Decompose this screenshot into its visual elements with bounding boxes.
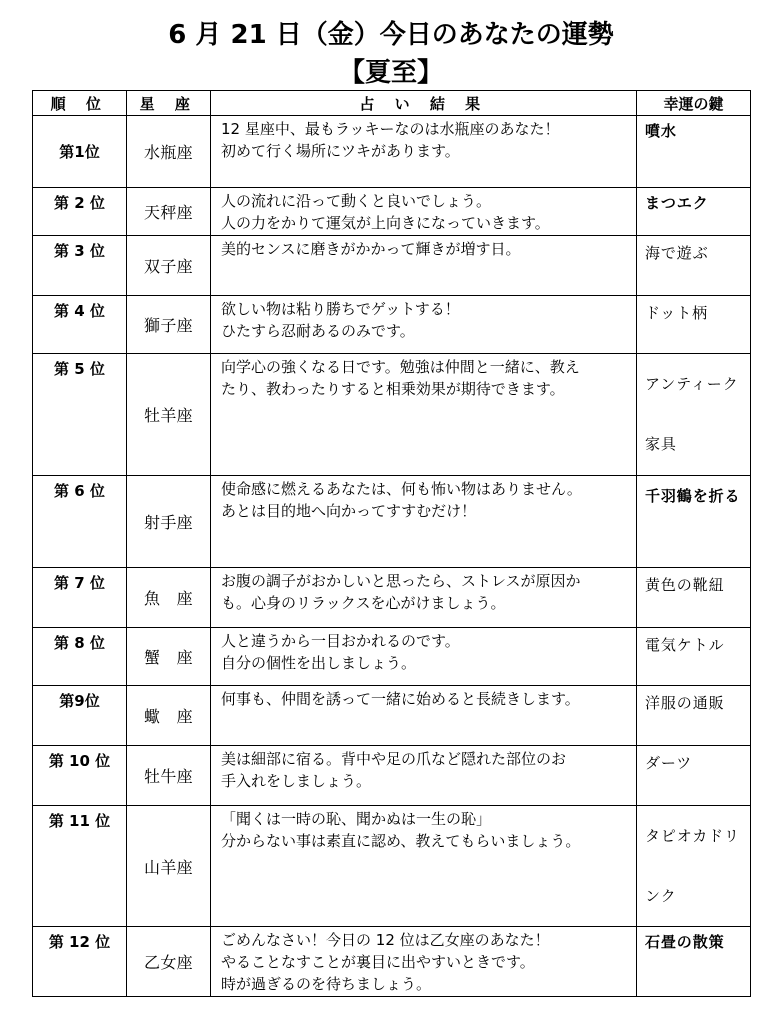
result-cell (211, 354, 637, 476)
column-header-result: 占 い 結 果 (211, 91, 637, 116)
result-line: 使命感に燃えるあなたは、何も怖い物はありません。 (221, 480, 582, 498)
result-line: 欲しい物は粘り勝ちでゲットする！ (221, 300, 460, 318)
result-line: 人の力をかりて運気が上向きになっていきます。 (221, 214, 550, 232)
rank-cell: 第 7 位 (33, 568, 127, 628)
sign-cell: 双子座 (127, 236, 211, 296)
lucky-key-cell: アンティーク家具 (637, 354, 751, 476)
sign-cell: 蠍 座 (127, 686, 211, 746)
result-line: 初めて行く場所にツキがあります。 (221, 142, 460, 160)
result-line: たり、教わったりすると相乗効果が期待できます。 (221, 380, 565, 398)
table-row (33, 116, 751, 188)
rank-cell: 第 6 位 (33, 476, 127, 568)
rank-cell: 第1位 (33, 116, 127, 188)
rank-cell: 第 5 位 (33, 354, 127, 476)
result-cell (211, 927, 637, 997)
result-line: 自分の個性を出しましょう。 (221, 654, 417, 672)
sign-cell: 魚 座 (127, 568, 211, 628)
table-row (33, 236, 751, 296)
lucky-key-cell: ダーツ (637, 746, 751, 806)
sign-cell: 天秤座 (127, 188, 211, 236)
table-row (33, 188, 751, 236)
result-line: ひたすら忍耐あるのみです。 (221, 322, 415, 340)
horoscope-table (32, 90, 751, 997)
lucky-key-cell: 噴水 (637, 116, 751, 188)
sign-cell: 蟹 座 (127, 628, 211, 686)
result-line: 人の流れに沿って動くと良いでしょう。 (221, 192, 492, 210)
result-line: 美的センスに磨きがかかって輝きが増す日。 (221, 240, 521, 258)
result-cell (211, 188, 637, 236)
rank-cell: 第 3 位 (33, 236, 127, 296)
lucky-key-cell: 石畳の散策 (637, 927, 751, 997)
table-row (33, 354, 751, 476)
table-row (33, 806, 751, 927)
rank-cell: 第 8 位 (33, 628, 127, 686)
result-cell (211, 476, 637, 568)
result-line: 人と違うから一目おかれるのです。 (221, 632, 460, 650)
result-line: 「聞くは一時の恥、聞かぬは一生の恥」 (221, 810, 492, 828)
sign-cell: 牡羊座 (127, 354, 211, 476)
result-line: やることなすことが裏目に出やすいときです。 (221, 953, 535, 971)
result-line: 向学心の強くなる日です。勉強は仲間と一緒に、教え (221, 358, 580, 376)
lucky-key-cell: 洋服の通販 (637, 686, 751, 746)
lucky-key-cell: ドット柄 (637, 296, 751, 354)
rank-cell: 第 11 位 (33, 806, 127, 927)
sign-cell: 牡牛座 (127, 746, 211, 806)
table-row (33, 628, 751, 686)
table-row (33, 296, 751, 354)
result-line: 手入れをしましょう。 (221, 772, 372, 790)
column-header-rank: 順 位 (33, 91, 127, 116)
result-cell (211, 236, 637, 296)
table-row (33, 927, 751, 997)
result-line: 何事も、仲間を誘って一緒に始めると長続きします。 (221, 690, 580, 708)
lucky-key-cell: 海で遊ぶ (637, 236, 751, 296)
sign-cell: 獅子座 (127, 296, 211, 354)
table-row (33, 686, 751, 746)
result-line: 美は細部に宿る。背中や足の爪など隠れた部位のお (221, 750, 567, 768)
result-line: 分からない事は素直に認め、教えてもらいましょう。 (221, 832, 581, 850)
result-cell (211, 806, 637, 927)
result-cell (211, 568, 637, 628)
rank-cell: 第 10 位 (33, 746, 127, 806)
result-line: も。心身のリラックスを心がけましょう。 (221, 594, 506, 612)
table-row (33, 568, 751, 628)
column-header-sign: 星 座 (127, 91, 211, 116)
rank-cell: 第 12 位 (33, 927, 127, 997)
sign-cell: 射手座 (127, 476, 211, 568)
result-cell (211, 628, 637, 686)
result-cell (211, 296, 637, 354)
table-row (33, 476, 751, 568)
result-cell (211, 116, 637, 188)
result-line: ごめんなさい！今日の 12 位は乙女座のあなた！ (221, 931, 550, 949)
rank-cell: 第 4 位 (33, 296, 127, 354)
result-line: あとは目的地へ向かってすすむだけ！ (221, 502, 477, 520)
column-header-lucky-key: 幸運の鍵 (637, 91, 751, 116)
lucky-key-cell: まつエク (637, 188, 751, 236)
result-cell (211, 746, 637, 806)
result-cell (211, 686, 637, 746)
result-line: お腹の調子がおかしいと思ったら、ストレスが原因か (221, 572, 581, 590)
rank-cell: 第 2 位 (33, 188, 127, 236)
rank-cell: 第9位 (33, 686, 127, 746)
lucky-key-cell: 黄色の靴紐 (637, 568, 751, 628)
table-row (33, 746, 751, 806)
sign-cell: 山羊座 (127, 806, 211, 927)
result-line: 時が過ぎるのを待ちましょう。 (221, 975, 432, 993)
page-title: 6 月 21 日（金）今日のあなたの運勢 (168, 20, 614, 50)
sign-cell: 乙女座 (127, 927, 211, 997)
lucky-key-cell: タピオカドリンク (637, 806, 751, 927)
lucky-key-cell: 千羽鶴を折る (637, 476, 751, 568)
page-subtitle: 【夏至】 (338, 58, 443, 88)
sign-cell: 水瓶座 (127, 116, 211, 188)
table-header-row (33, 91, 751, 116)
lucky-key-cell: 電気ケトル (637, 628, 751, 686)
result-line: 12 星座中、最もラッキーなのは水瓶座のあなた！ (221, 120, 560, 138)
